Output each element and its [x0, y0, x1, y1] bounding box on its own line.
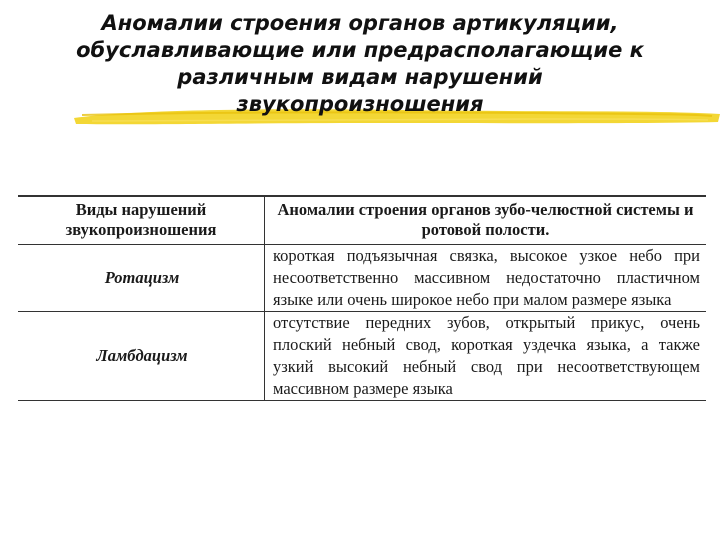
cell-anomaly-description: короткая подъязычная связка, высокое узкое небо при несоответственно массивном недостаточно пластичном языке или очень широкое небо при малом размере языка [265, 245, 707, 312]
header-speech-disorder-types: Виды нарушений звукопроизношения [18, 196, 265, 245]
title-line-2: обуславливающие или предрасполагающие к [76, 38, 644, 62]
cell-disorder-type: Ротацизм [18, 245, 265, 312]
anomalies-table [18, 195, 706, 401]
cell-disorder-type: Ламбдацизм [18, 312, 265, 401]
table-row [18, 312, 706, 401]
table-row [18, 245, 706, 312]
title-line-3: различным видам нарушений [177, 65, 543, 89]
cell-anomaly-description: отсутствие передних зубов, открытый прикус, очень плоский небный свод, короткая уздечка языка, а также узкий высокий небный свод при несоответствующем массивном размере языка [265, 312, 707, 401]
table-header-row [18, 196, 706, 245]
header-anomalies: Аномалии строения органов зубо-челюстной системы и ротовой полости. [265, 196, 707, 245]
title-line-4: звукопроизношения [236, 92, 484, 116]
title-line-1: Аномалии строения органов артикуляции, [101, 11, 619, 35]
slide-title [30, 10, 690, 118]
